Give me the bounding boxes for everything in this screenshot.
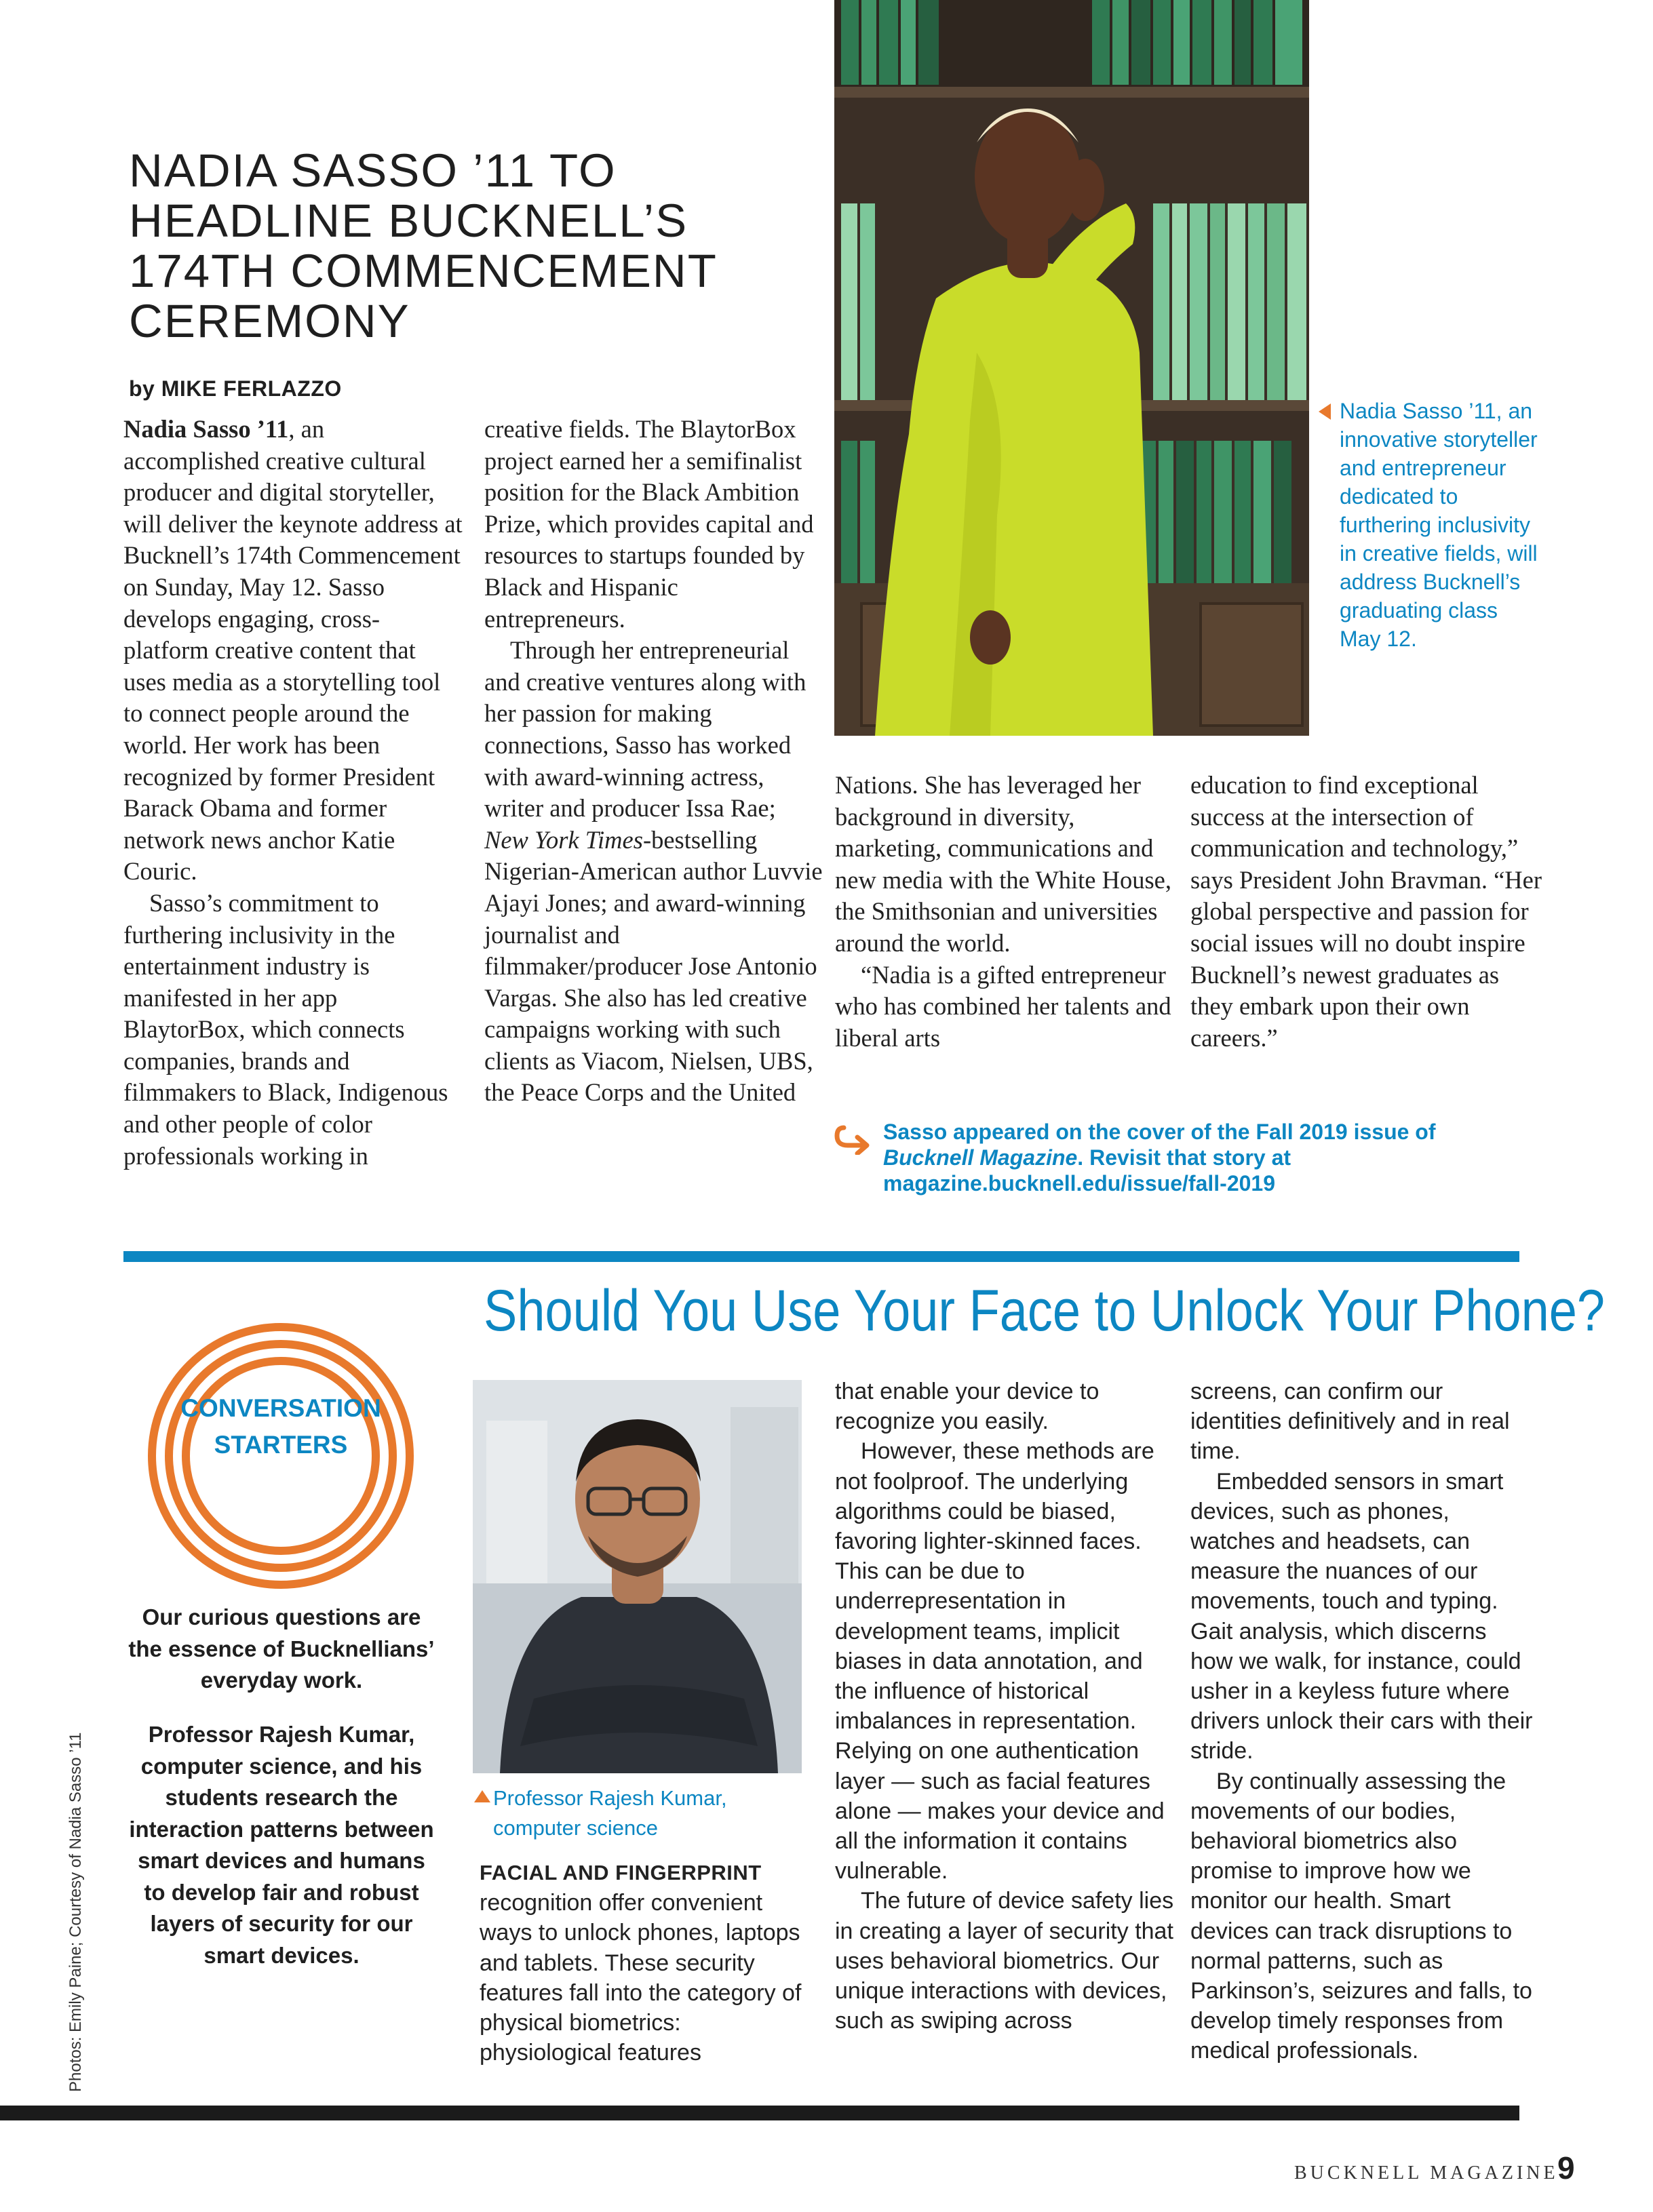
article2-column-3 <box>1190 1377 1533 2066</box>
article-column-4 <box>1190 770 1543 1054</box>
article-headline <box>129 146 807 347</box>
paragraph: education to find exceptional success at the intersection of communication and technology,” says President John Bravman. “Her global perspective and passion for social issues will no doubt inspire Bucknell’s newest graduates as they embark upon their own careers.” <box>1190 771 1542 1052</box>
paragraph: Sasso’s commitment to furthering inclusivity in the entertainment industry is manifested in her app BlaytorBox, which connects companies, brands and filmmakers to Black, Indigenous and other people of color professionals working in <box>123 888 448 1170</box>
portrait-illustration <box>834 0 1309 736</box>
sidebar-body: Professor Rajesh Kumar, computer science, and his students research the interaction patterns between smart devices and humans to develop fair and robust layers of security for our smart devices. <box>129 1722 434 1968</box>
badge-label <box>145 1390 416 1463</box>
lead-in: FACIAL AND FINGERPRINT <box>480 1861 762 1884</box>
badge-line: CONVERSATION <box>180 1394 381 1422</box>
caption-text: Nadia Sasso ’11, an innovative storyteller and entrepreneur dedicated to furthering inclusivity in creative fields, will address Bucknell’s graduating class May 12. <box>1340 399 1538 651</box>
paragraph-text: Through her entrepreneurial and creative ventures along with her passion for making connections, Sasso has worked with award-winning actress, writer and producer Issa Rae; <box>484 636 806 823</box>
paragraph: Embedded sensors in smart devices, such as phones, watches and headsets, can measure the nuances of our movements, touch and typing. Gait analysis, which discerns how we walk, for instance, could usher in a keyless future where drivers unlock their cars with their stride. <box>1190 1468 1533 1764</box>
magazine-name: BUCKNELL MAGAZINE <box>1294 2162 1559 2184</box>
article-column-3 <box>835 770 1181 1054</box>
callout-text-part: Sasso appeared on the cover of the Fall 2019 issue of <box>883 1120 1436 1144</box>
headline-line: 174TH COMMENCEMENT <box>129 245 718 297</box>
photo-credit: Photos: Emily Paine; Courtesy of Nadia Sasso ’11 <box>66 1732 85 2092</box>
paragraph: “Nadia is a gifted entrepreneur who has combined her talents and liberal arts <box>835 960 1171 1052</box>
lead-name: Nadia Sasso ’11 <box>123 415 289 443</box>
paragraph: Nations. She has leveraged her background in diversity, marketing, communications and new media with the White House, the Smithsonian and universities around the world. <box>835 771 1172 957</box>
headline-line: NADIA SASSO ’11 TO <box>129 144 617 197</box>
headline-line: CEREMONY <box>129 295 410 347</box>
paragraph-text: -bestselling Nigerian-American author Luvvie Ajayi Jones; and award-winning journalist and filmmaker/producer Jose Antonio Vargas. She also has led creative campaigns working with such clients as Viacom, Nielsen, UBS, the Peace Corps and the United <box>484 825 823 1107</box>
cover-story-callout[interactable] <box>834 1119 1445 1196</box>
photo-caption <box>1319 397 1543 653</box>
paragraph: The future of device safety lies in creating a layer of security that uses behavioral biometrics. Our unique interactions with devices, such as swiping across <box>835 1888 1174 2034</box>
paragraph: However, these methods are not foolproof. The underlying algorithms could be biased, favoring lighter-skinned faces. This can be due to underrepresentation in development teams, implicit biases in data annotation, and the influence of historical imbalances in representation. Relying on one authentication layer — such as facial features alone — makes your device and all the information it contains vulnerable. <box>835 1438 1165 1884</box>
photo-caption <box>473 1783 798 1843</box>
article2-column-1 <box>480 1858 805 2068</box>
page-number: 9 <box>1557 2150 1575 2186</box>
publication-title: New York Times <box>484 825 643 854</box>
publication-title: Bucknell Magazine <box>883 1145 1078 1170</box>
callout-link-text[interactable]: . Revisit that story at magazine.bucknell.edu/issue/fall-2019 <box>883 1145 1291 1196</box>
rajesh-kumar-photo <box>473 1380 802 1773</box>
paragraph: screens, can confirm our identities definitively and in real time. <box>1190 1379 1510 1465</box>
caption-arrow-icon <box>1319 403 1331 420</box>
article-column-1 <box>123 414 463 1172</box>
paragraph: , an accomplished creative cultural producer and digital storyteller, will deliver the keynote address at Bucknell’s 174th Commencement on Sunday, May 12. Sasso develops engaging, cross-platform creative content that uses media as a storytelling tool to connect people around the world. Her work has been recognized by former President Barack Obama and former network news anchor Katie Couric. <box>123 415 463 886</box>
sidebar-intro: Our curious questions are the essence of Bucknellians’ everyday work. <box>128 1604 435 1693</box>
paragraph: By continually assessing the movements of our bodies, behavioral biometrics also promise to improve how we monitor our health. Smart devices can track disruptions to normal patterns, such as Parkinson’s, seizures and falls, to develop timely responses from medical professionals. <box>1190 1768 1532 2064</box>
caption-text: Professor Rajesh Kumar, computer science <box>493 1786 727 1840</box>
badge-line: STARTERS <box>214 1431 348 1459</box>
caption-arrow-icon <box>474 1790 490 1802</box>
portrait-illustration <box>473 1380 802 1773</box>
footer-rule <box>0 2106 1519 2120</box>
section-divider <box>123 1251 1519 1262</box>
headline-line: HEADLINE BUCKNELL’S <box>129 195 688 247</box>
callout-text <box>883 1119 1445 1196</box>
paragraph <box>484 635 823 1109</box>
article2-column-2 <box>835 1377 1178 2036</box>
article2-headline: Should You Use Your Face to Unlock Your Phone? <box>484 1278 1606 1343</box>
paragraph: that enable your device to recognize you easily. <box>835 1379 1100 1435</box>
byline: by MIKE FERLAZZO <box>129 376 342 401</box>
article-column-2 <box>484 414 823 1109</box>
redirect-arrow-icon <box>834 1122 872 1155</box>
paragraph: recognition offer convenient ways to unlock phones, laptops and tablets. These security features fall into the category of physical biometrics: physiological features <box>480 1890 802 2066</box>
paragraph: creative fields. The BlaytorBox project earned her a semifinalist position for the Black Ambition Prize, which provides capital and resources to startups founded by Black and Hispanic entrepreneurs. <box>484 415 814 633</box>
nadia-sasso-photo <box>834 0 1309 736</box>
